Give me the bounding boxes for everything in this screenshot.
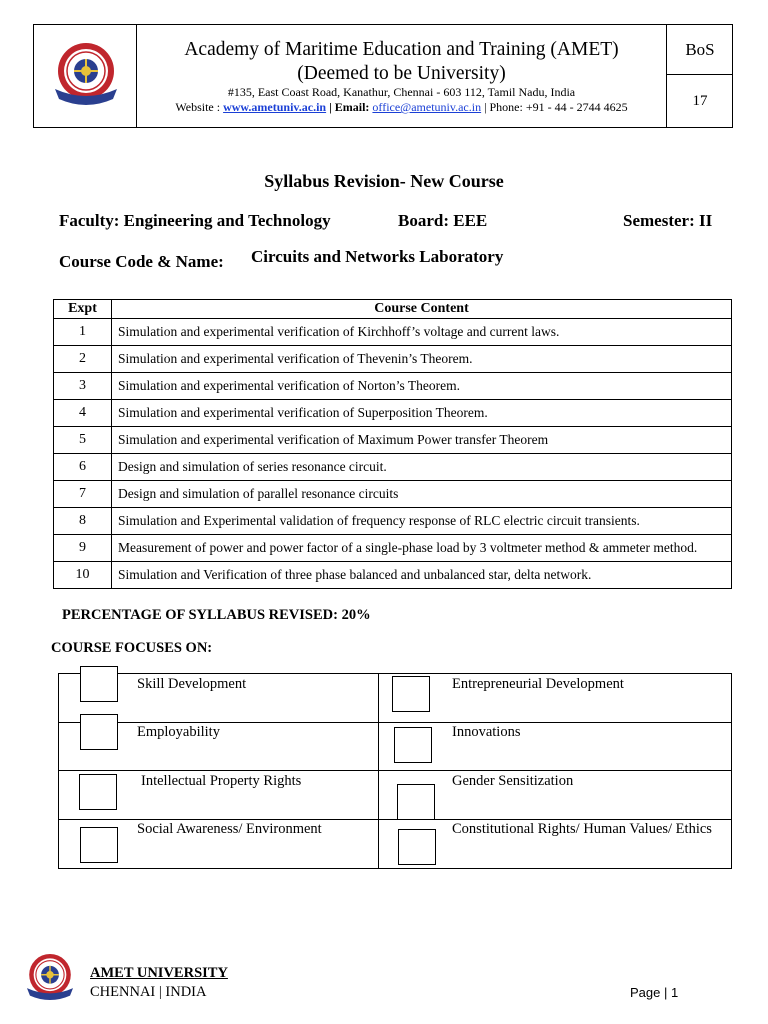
innovations-checkbox[interactable] (394, 727, 432, 763)
faculty-label: Faculty: Engineering and Technology (59, 211, 331, 230)
expt-header: Expt (54, 300, 112, 319)
bos-number: 17 (692, 92, 708, 109)
table-row (54, 481, 732, 508)
website-label: Website : (175, 100, 224, 114)
course-content-cell: Simulation and Verification of three phase balanced and unbalanced star, delta network. (112, 562, 732, 589)
focus-label: Gender Sensitization (452, 773, 574, 789)
course-content-cell: Simulation and experimental verification of Superposition Theorem. (112, 400, 732, 427)
entrepreneurial-development-checkbox[interactable] (392, 676, 430, 712)
table-header-row (54, 300, 732, 319)
course-name: Circuits and Networks Laboratory (251, 247, 504, 266)
focus-label: Innovations (452, 724, 521, 740)
grid-divider (59, 819, 731, 820)
percentage-revised: PERCENTAGE OF SYLLABUS REVISED: 20% (62, 607, 371, 623)
expt-number: 8 (54, 508, 112, 535)
skill-development-checkbox[interactable] (80, 666, 118, 702)
expt-number: 7 (54, 481, 112, 508)
content-header: Course Content (112, 300, 732, 319)
expt-number: 2 (54, 346, 112, 373)
focus-label: Constitutional Rights/ Human Values/ Ethics (452, 821, 712, 837)
course-focus-grid (58, 673, 732, 869)
amet-seal-icon (51, 37, 121, 111)
amet-footer-seal-icon (24, 948, 76, 1006)
document-title: Syllabus Revision- New Course (264, 171, 504, 191)
gender-sensitization-checkbox[interactable] (397, 784, 435, 820)
constitutional-rights-checkbox[interactable] (398, 829, 436, 865)
org-subtitle: (Deemed to be University) (297, 63, 506, 84)
letterhead (33, 24, 733, 128)
table-row (54, 562, 732, 589)
board-label: Board: EEE (398, 211, 488, 230)
course-content-cell: Simulation and experimental verification of Thevenin’s Theorem. (112, 346, 732, 373)
focus-label: Intellectual Property Rights (141, 773, 302, 789)
expt-number: 6 (54, 454, 112, 481)
table-row (54, 346, 732, 373)
focus-label: Social Awareness/ Environment (137, 821, 322, 837)
course-code-label: Course Code & Name: (59, 252, 224, 271)
course-content-cell: Simulation and experimental verification of Norton’s Theorem. (112, 373, 732, 400)
focus-heading: COURSE FOCUSES ON: (51, 640, 213, 656)
org-address: #135, East Coast Road, Kanathur, Chennai - 603 112, Tamil Nadu, India (227, 85, 576, 99)
expt-number: 9 (54, 535, 112, 562)
table-row (54, 427, 732, 454)
phone-text: | Phone: +91 - 44 - 2744 4625 (484, 100, 628, 114)
table-row (54, 454, 732, 481)
focus-label: Employability (137, 724, 220, 740)
letterhead-title-area (137, 25, 666, 127)
course-content-cell: Simulation and Experimental validation of frequency response of RLC electric circuit transients. (112, 508, 732, 535)
focus-label: Entrepreneurial Development (452, 676, 624, 692)
email-label: Email: (334, 100, 370, 114)
course-content-cell: Measurement of power and power factor of a single-phase load by 3 voltmeter method & ammeter method. (112, 535, 732, 562)
table-row (54, 373, 732, 400)
grid-divider (378, 674, 379, 868)
ipr-checkbox[interactable] (79, 774, 117, 810)
course-content-cell: Simulation and experimental verification of Kirchhoff’s voltage and current laws. (112, 319, 732, 346)
semester-label: Semester: II (623, 211, 713, 230)
grid-divider (59, 770, 731, 771)
bos-label: BoS (667, 25, 733, 75)
expt-number: 1 (54, 319, 112, 346)
focus-label: Skill Development (137, 676, 247, 692)
expt-number: 10 (54, 562, 112, 589)
logo-cell (34, 25, 137, 127)
website-link[interactable]: www.ametuniv.ac.in (223, 100, 327, 114)
contact-line: Website : www.ametuniv.ac.in | Email: office@ametuniv.ac.in | Phone: +91 - 44 - 2744 4625 (175, 100, 628, 114)
table-row (54, 319, 732, 346)
social-awareness-checkbox[interactable] (80, 827, 118, 863)
expt-number: 3 (54, 373, 112, 400)
bos-cell (666, 25, 732, 127)
course-content-cell: Design and simulation of series resonance circuit. (112, 454, 732, 481)
employability-checkbox[interactable] (80, 714, 118, 750)
table-row (54, 400, 732, 427)
expt-number: 5 (54, 427, 112, 454)
course-content-table (53, 299, 732, 589)
table-row (54, 535, 732, 562)
course-content-cell: Simulation and experimental verification of Maximum Power transfer Theorem (112, 427, 732, 454)
table-row (54, 508, 732, 535)
email-link[interactable]: office@ametuniv.ac.in (372, 100, 482, 114)
course-content-cell: Design and simulation of parallel resonance circuits (112, 481, 732, 508)
footer-university-name: AMET UNIVERSITY (90, 965, 228, 981)
page-number: Page | 1 (630, 985, 679, 1000)
org-name: Academy of Maritime Education and Training (AMET) (184, 39, 619, 60)
grid-divider (59, 722, 731, 723)
expt-number: 4 (54, 400, 112, 427)
footer-city: CHENNAI | INDIA (90, 984, 207, 1000)
